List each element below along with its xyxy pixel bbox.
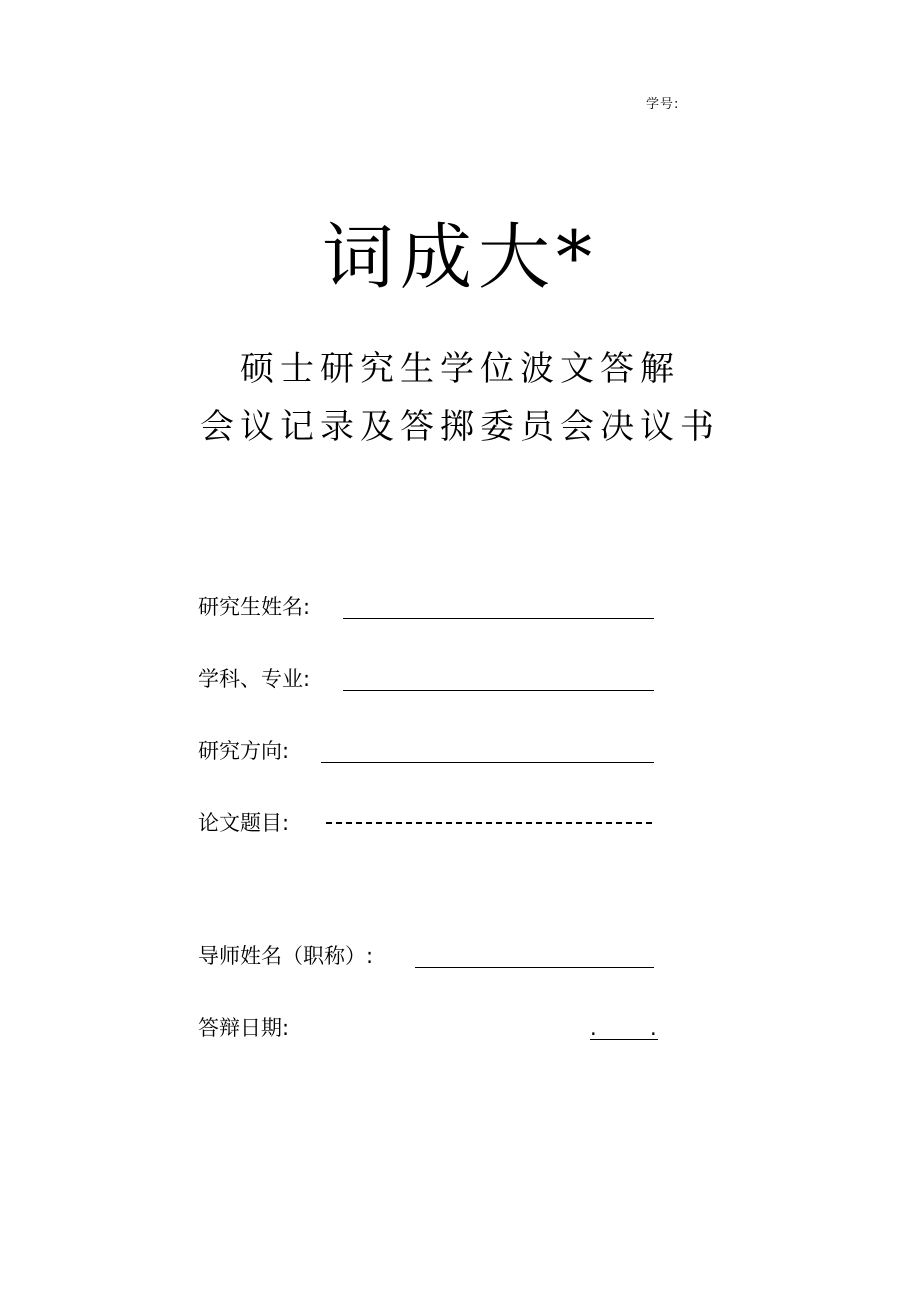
- date-separator-2: .: [650, 1016, 657, 1040]
- advisor-label: 导师姓名（职称）:: [198, 944, 374, 968]
- document-title-line-2: 会议记录及答掷委员会决议书: [200, 407, 720, 447]
- advisor-line: [415, 967, 654, 968]
- major-label: 学科、专业:: [198, 667, 311, 691]
- major-line: [343, 690, 654, 691]
- research-direction-label: 研究方向:: [198, 739, 290, 763]
- thesis-title-label: 论文题目:: [198, 811, 290, 835]
- date-separator-1: .: [590, 1016, 597, 1040]
- defense-date-underline: [590, 1039, 658, 1040]
- student-name-line: [343, 618, 654, 619]
- document-title-line-1: 硕士研究生学位波文答解: [240, 349, 680, 389]
- student-id-label: 学号:: [646, 97, 680, 112]
- research-direction-line: [321, 762, 654, 763]
- student-name-label: 研究生姓名:: [198, 595, 311, 619]
- university-name: 词成大*: [321, 215, 598, 299]
- defense-date-label: 答辩日期:: [198, 1016, 290, 1040]
- thesis-title-line: [326, 822, 652, 824]
